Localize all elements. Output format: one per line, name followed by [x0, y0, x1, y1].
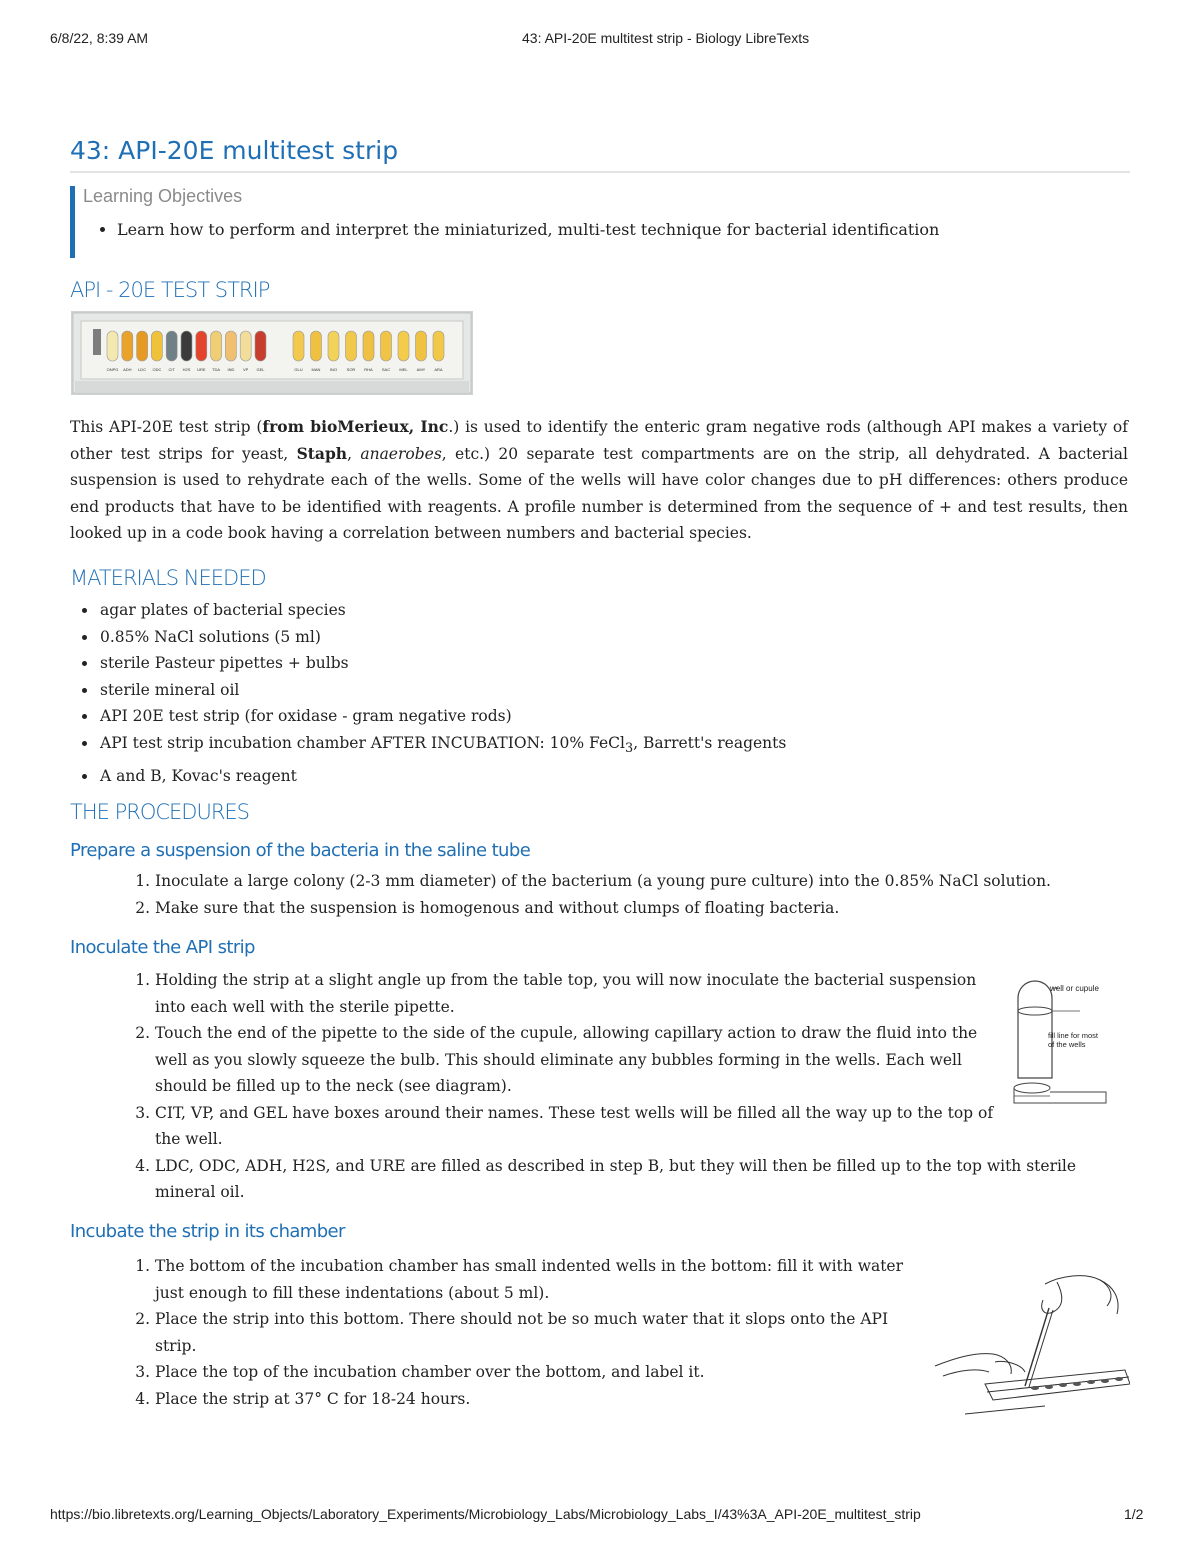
- strip-well: [166, 331, 177, 361]
- strip-well: [122, 331, 133, 361]
- strip-well: [211, 331, 222, 361]
- learning-objectives-list: [97, 220, 939, 239]
- strip-test-label: AMY: [416, 367, 426, 372]
- learning-objectives-title: Learning Objectives: [83, 186, 243, 206]
- list-item: 4. Place the strip at 37° C for 18-24 hours.: [155, 1386, 925, 1413]
- strip-well: [416, 331, 427, 361]
- suspension-steps: [137, 868, 1145, 921]
- inoculation-illustration: [925, 1266, 1130, 1416]
- api-20e-strip-photo: [71, 311, 473, 395]
- strip-test-label: LDC: [138, 367, 147, 372]
- text: .) is used to identify the enteric gram negative rods (although API makes a variety of other test strips for yeast,: [70, 418, 1128, 463]
- list-item: 1. Holding the strip at a slight angle up from the table top, you will now inoculate the bacterial suspension into each well with the sterile pipette.: [155, 967, 1005, 1020]
- strip-test-label: SAC: [381, 367, 391, 372]
- list-item: 2. Touch the end of the pipette to the side of the cupule, allowing capillary action to draw the fluid into the well as you slowly squeeze the bulb. This should eliminate any bubbles forming in the wells. Each well should be filled up to the neck (see diagram).: [155, 1020, 1005, 1100]
- print-datetime: 6/8/22, 8:39 AM: [50, 30, 149, 46]
- page-title: 43: API-20E multitest strip: [70, 136, 1130, 173]
- section-heading-procedures: THE PROCEDURES: [70, 800, 250, 824]
- strip-test-label: TDA: [212, 367, 221, 372]
- step-heading-suspension: Prepare a suspension of the bacteria in the saline tube: [70, 840, 531, 861]
- strip-well: [196, 331, 207, 361]
- strip-test-label: ADH: [123, 367, 132, 372]
- strip-test-label: GLU: [294, 367, 303, 372]
- print-url: https://bio.libretexts.org/Learning_Objects/Laboratory_Experiments/Microbiology_Labs/Microbiology_Labs_I/43%3A_API-20E_multitest_strip: [50, 1506, 921, 1522]
- strip-test-label: GEL: [256, 367, 265, 372]
- print-page-title: 43: API-20E multitest strip - Biology LibreTexts: [522, 30, 810, 46]
- section-heading-materials: MATERIALS NEEDED: [70, 566, 266, 590]
- list-item: 3. Place the top of the incubation chamber over the bottom, and label it.: [155, 1359, 925, 1386]
- strip-test-label: H2S: [182, 367, 191, 372]
- strip-well: [433, 331, 444, 361]
- learning-objectives-box: [70, 186, 1135, 258]
- list-item: 1. Inoculate a large colony (2-3 mm diameter) of the bacterium (a young pure culture) into the 0.85% NaCl solution.: [155, 868, 1145, 895]
- step-heading-incubate: Incubate the strip in its chamber: [70, 1221, 345, 1242]
- text: ,: [347, 444, 361, 463]
- strip-test-label: ARA: [434, 367, 443, 372]
- list-item: • API 20E test strip (for oxidase - gram negative rods): [98, 703, 786, 730]
- list-item: 1. The bottom of the incubation chamber has small indented wells in the bottom: fill it with water just enough to fill these indentations (about 5 ml).: [155, 1253, 925, 1306]
- strip-test-label: IND: [227, 367, 235, 372]
- list-item: • agar plates of bacterial species: [98, 597, 786, 624]
- strip-well: [293, 331, 304, 361]
- section-heading-strip: API - 20E TEST STRIP: [70, 278, 270, 302]
- strip-well: [363, 331, 374, 361]
- strip-test-label: INO: [329, 367, 338, 372]
- strip-well: [311, 331, 322, 361]
- list-item: [98, 730, 786, 763]
- strip-well: [137, 331, 148, 361]
- strip-well: [240, 331, 251, 361]
- strip-well: [398, 331, 409, 361]
- strip-test-label: VP: [243, 367, 249, 372]
- strip-test-label: SOR: [346, 367, 356, 372]
- strip-description-paragraph: [70, 414, 1128, 547]
- strip-well: [346, 331, 357, 361]
- text: , etc.) 20 separate test compartments are on the strip, all dehydrated. A bacterial suspension is used to rehydrate each of the wells. Some of the wells will have color changes due to pH differences: others produce end products that have to be identified with reagents. A profile number is determined from the sequence of + and test results, then looked up in a code book having a correlation between numbers and bacterial species.: [70, 444, 1129, 543]
- cupule-diagram: [1010, 976, 1130, 1110]
- list-item: • A and B, Kovac's reagent: [98, 763, 786, 790]
- strip-well: [225, 331, 236, 361]
- subscript: 3: [624, 741, 634, 757]
- strip-test-label: MEL: [399, 367, 408, 372]
- incubate-steps: [137, 1253, 925, 1412]
- strip-test-label: MAN: [311, 367, 321, 372]
- list-item: • Learn how to perform and interpret the miniaturized, multi-test technique for bacterial identification: [117, 220, 939, 239]
- list-item: 3. CIT, VP, and GEL have boxes around their names. These test wells will be filled all the way up to the top of the well.: [155, 1100, 1005, 1153]
- strip-test-label: RHA: [364, 367, 373, 372]
- text: This API-20E test strip (: [70, 418, 263, 436]
- list-item: 2. Place the strip into this bottom. There should not be so much water that it slops onto the API strip.: [155, 1306, 925, 1359]
- list-item: 4. LDC, ODC, ADH, H2S, and URE are filled as described in step B, but they will then be filled up to the top with sterile mineral oil.: [155, 1153, 1105, 1206]
- list-item: 2. Make sure that the suspension is homogenous and without clumps of floating bacteria.: [155, 895, 1145, 922]
- step-heading-inoculate: Inoculate the API strip: [70, 937, 255, 958]
- text: , Barrett's reagents: [633, 733, 787, 752]
- text: API test strip incubation chamber AFTER INCUBATION: 10% FeCl: [100, 733, 625, 752]
- page-number: 1/2: [1124, 1506, 1144, 1522]
- strip-test-label: ODC: [152, 367, 162, 372]
- list-item: • sterile Pasteur pipettes + bulbs: [98, 650, 786, 677]
- diagram-label-wells: of the wells: [1048, 1040, 1086, 1049]
- strip-test-label: ONPG: [106, 367, 119, 372]
- strip-well: [255, 331, 266, 361]
- strip-test-label: CIT: [168, 367, 175, 372]
- diagram-label-fill-line: fill line for most: [1048, 1031, 1099, 1040]
- anaerobes-term: anaerobes: [360, 444, 442, 463]
- strip-well: [181, 331, 192, 361]
- strip-test-label: URE: [197, 367, 206, 372]
- strip-well: [151, 331, 162, 361]
- list-item: • sterile mineral oil: [98, 677, 786, 704]
- list-item: • 0.85% NaCl solutions (5 ml): [98, 624, 786, 651]
- materials-list: [70, 597, 786, 789]
- strip-well: [381, 331, 392, 361]
- strip-well: [328, 331, 339, 361]
- company-name: from bioMerieux, Inc: [262, 417, 449, 436]
- staph-term: Staph: [296, 443, 348, 463]
- strip-well: [107, 331, 118, 361]
- diagram-label-cupule: well or cupule: [1050, 984, 1099, 993]
